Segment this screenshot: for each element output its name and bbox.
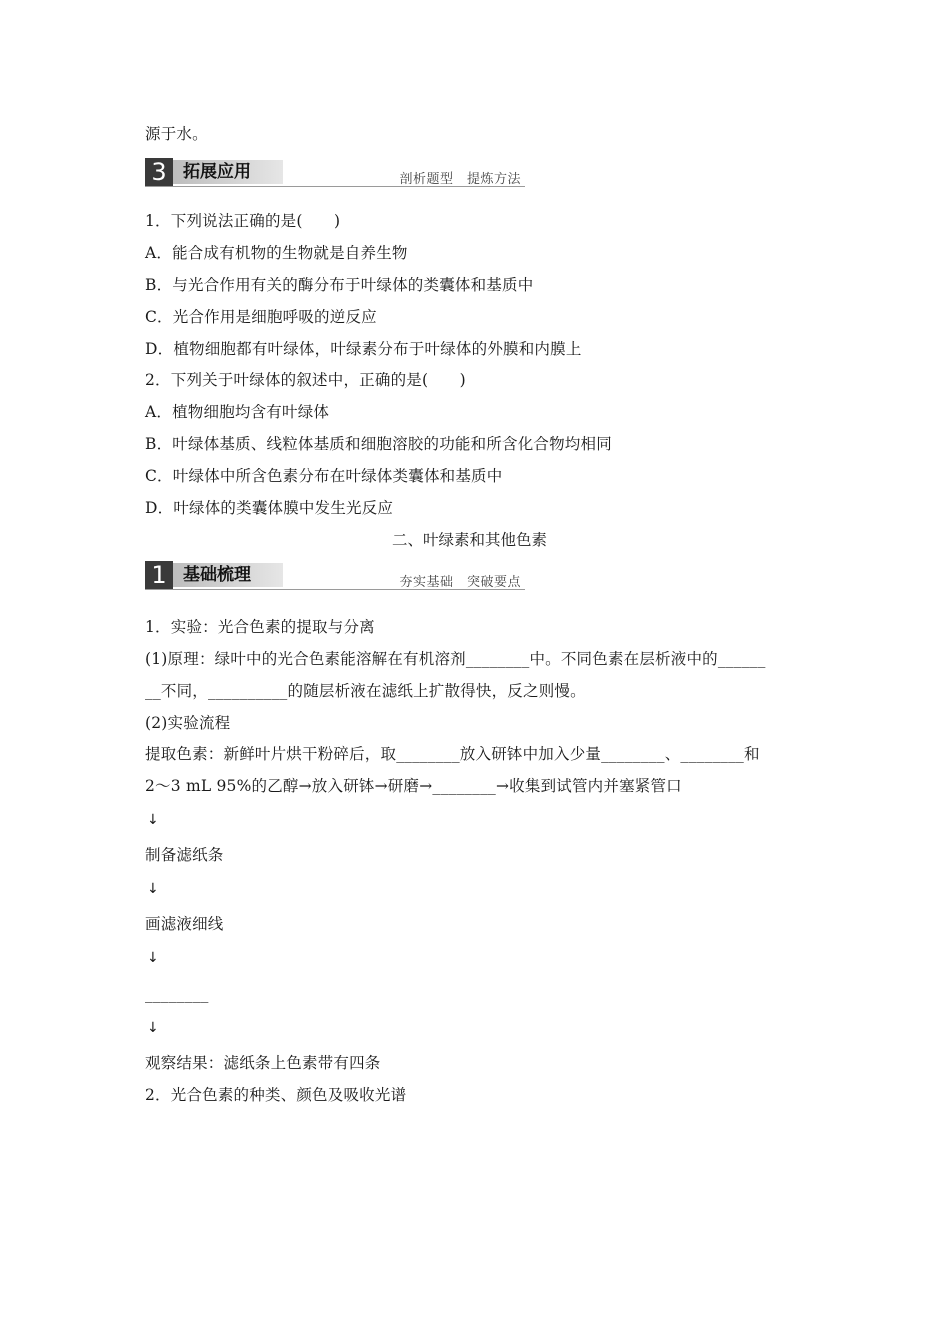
banner-subtitle: 剖析题型 提炼方法 <box>399 172 521 187</box>
option-1a: A．能合成有机物的生物就是自养生物 <box>145 244 408 262</box>
flow-step: 制备滤纸条 <box>145 846 224 864</box>
section-heading: 二、叶绿素和其他色素 <box>392 531 548 549</box>
option-1d: D．植物细胞都有叶绿体，叶绿素分布于叶绿体的外膜和内膜上 <box>145 340 582 358</box>
option-2c: C．叶绿体中所含色素分布在叶绿体类囊体和基质中 <box>145 467 503 485</box>
text-line: 源于水。 <box>145 125 208 143</box>
text-line: (2)实验流程 <box>145 714 231 732</box>
text-line: 提取色素：新鲜叶片烘干粉碎后，取________放入研钵中加入少量________、________和 <box>145 745 760 763</box>
banner-title: 拓展应用 <box>173 160 283 184</box>
banner-number: 3 <box>145 158 173 186</box>
section-banner-basics <box>145 561 525 591</box>
option-2d: D．叶绿体的类囊体膜中发生光反应 <box>145 499 394 517</box>
option-1b: B．与光合作用有关的酶分布于叶绿体的类囊体和基质中 <box>145 276 534 294</box>
question-1: 1．下列说法正确的是( ) <box>145 212 341 230</box>
text-line: __不同，__________的随层析液在滤纸上扩散得快，反之则慢。 <box>145 682 586 700</box>
flow-step-blank: ________ <box>145 985 209 1003</box>
text-line: 2．光合色素的种类、颜色及吸收光谱 <box>145 1086 407 1104</box>
text-line: (1)原理：绿叶中的光合色素能溶解在有机溶剂________中。不同色素在层析液中的______ <box>145 650 766 668</box>
text-line: 2～3 mL 95%的乙醇→放入研钵→研磨→________→收集到试管内并塞紧管口 <box>145 777 682 795</box>
banner-subtitle: 夯实基础 突破要点 <box>399 575 521 590</box>
banner-title: 基础梳理 <box>173 563 283 587</box>
question-2: 2．下列关于叶绿体的叙述中，正确的是( ) <box>145 371 466 389</box>
flow-step: 观察结果：滤纸条上色素带有四条 <box>145 1054 381 1072</box>
text-line: 1．实验：光合色素的提取与分离 <box>145 618 375 636</box>
down-arrow-icon: ↓ <box>147 950 159 966</box>
down-arrow-icon: ↓ <box>147 1020 159 1036</box>
down-arrow-icon: ↓ <box>147 812 159 828</box>
option-2b: B．叶绿体基质、线粒体基质和细胞溶胶的功能和所含化合物均相同 <box>145 435 612 453</box>
option-1c: C．光合作用是细胞呼吸的逆反应 <box>145 308 377 326</box>
section-banner-extend <box>145 158 525 188</box>
banner-number: 1 <box>145 561 173 589</box>
option-2a: A．植物细胞均含有叶绿体 <box>145 403 330 421</box>
flow-step: 画滤液细线 <box>145 915 224 933</box>
down-arrow-icon: ↓ <box>147 881 159 897</box>
